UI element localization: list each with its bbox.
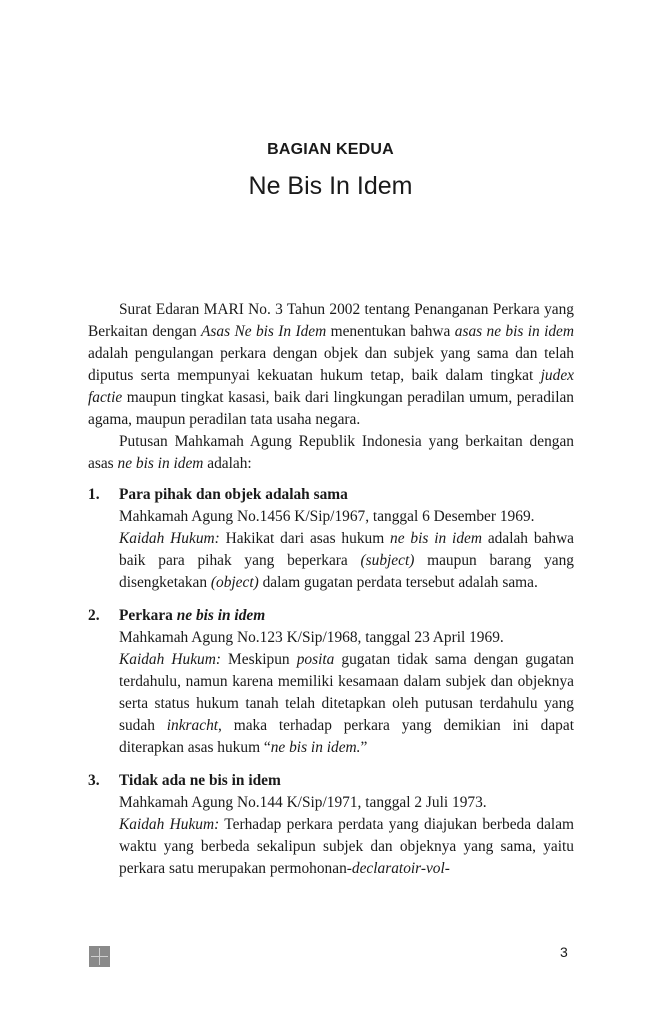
- item-title: Tidak ada ne bis in idem: [119, 772, 281, 789]
- page-ornament-icon: [89, 946, 110, 967]
- item-reference: Mahkamah Agung No.144 K/Sip/1971, tanggal 2 Juli 1973.: [119, 794, 487, 811]
- item-title: Perkara ne bis in idem: [119, 607, 266, 624]
- item-number: 3.: [88, 772, 100, 789]
- list-item: [88, 484, 574, 594]
- item-rule: Kaidah Hukum: Meskipun posita gugatan tidak sama dengan gugatan terdahulu, namun karena memiliki kesamaan dalam subjek dan objeknya serta status hukum tanah telah ditetapkan oleh putusan terdahulu yang sudah inkracht, maka terhadap perkara yang demikian ini dapat diterapkan asas hukum “ne bis in idem.”: [119, 651, 574, 756]
- chapter-title: Ne Bis In Idem: [248, 172, 413, 200]
- intro-paragraph-2: Putusan Mahkamah Agung Republik Indonesia yang berkaitan dengan asas ne bis in idem adalah:: [88, 433, 574, 472]
- list-item: [88, 770, 574, 880]
- item-rule: Kaidah Hukum: Hakikat dari asas hukum ne bis in idem adalah bahwa baik para pihak yang beperkara (subject) maupun barang yang disengketakan (object) dalam gugatan perdata tersebut adalah sama.: [119, 530, 575, 591]
- list-item: [88, 605, 574, 759]
- page-number: 3: [560, 944, 568, 960]
- item-reference: Mahkamah Agung No.1456 K/Sip/1967, tanggal 6 Desember 1969.: [119, 508, 535, 525]
- section-label: BAGIAN KEDUA: [267, 141, 394, 158]
- item-rule: Kaidah Hukum: Terhadap perkara perdata yang diajukan berbeda dalam waktu yang berbeda sekalipun subjek dan objeknya yang sama, yaitu perkara satu merupakan permohonan-declaratoir-vol-: [119, 816, 575, 877]
- page-body: [88, 299, 574, 880]
- item-reference: Mahkamah Agung No.123 K/Sip/1968, tanggal 23 April 1969.: [119, 629, 504, 646]
- item-number: 1.: [88, 486, 100, 503]
- item-title: Para pihak dan objek adalah sama: [119, 486, 348, 503]
- item-number: 2.: [88, 607, 100, 624]
- intro-paragraph-1: Surat Edaran MARI No. 3 Tahun 2002 tentang Penanganan Perkara yang Berkaitan dengan Asas Ne bis In Idem menentukan bahwa asas ne bis in idem adalah pengulangan perkara dengan objek dan subjek yang sama dan telah diputus serta mempunyai kekuatan hukum tetap, baik dalam tingkat judex factie maupun tingkat kasasi, baik dari lingkungan peradilan umum, peradilan agama, maupun peradilan tata usaha negara.: [88, 301, 575, 428]
